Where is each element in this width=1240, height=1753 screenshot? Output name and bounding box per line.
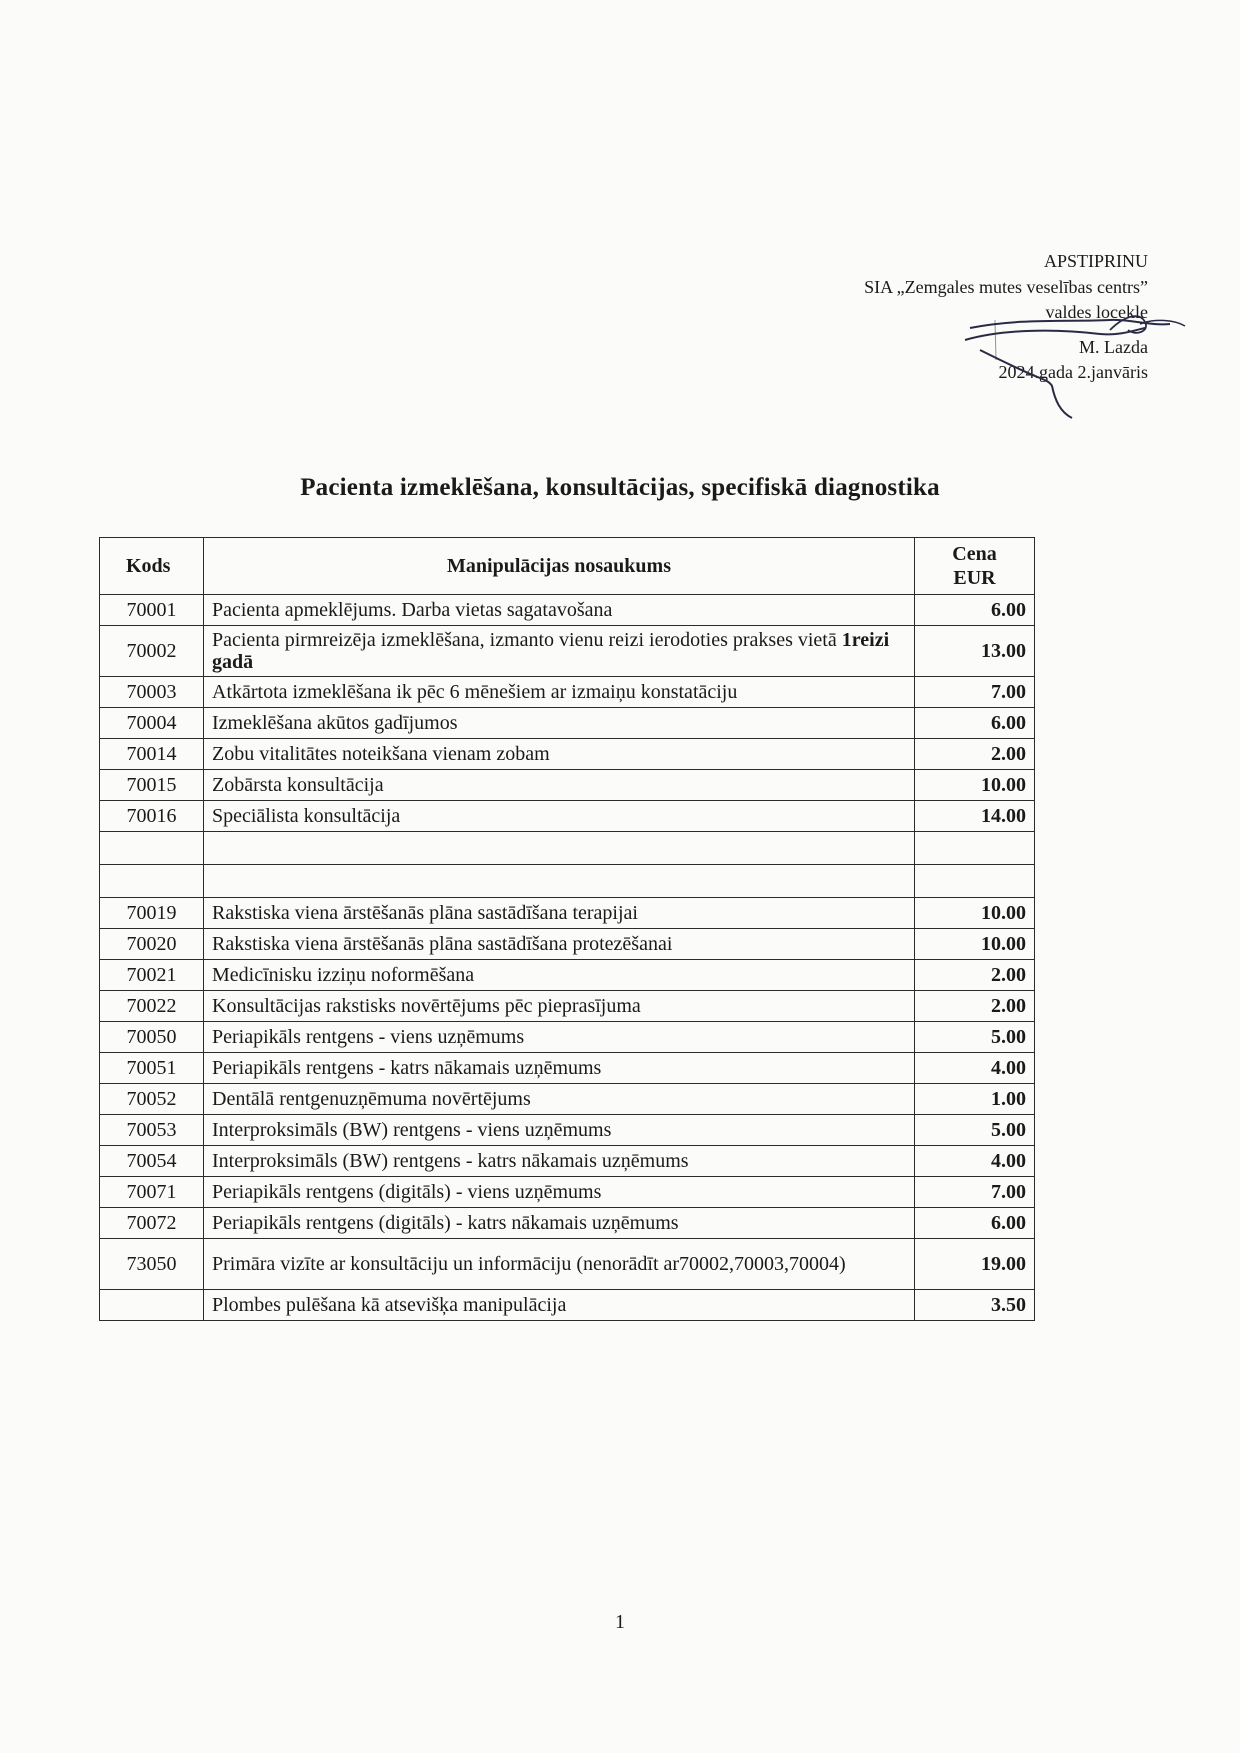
- row-name: [204, 1208, 915, 1239]
- row-name: [204, 1053, 915, 1084]
- row-name-text: Periapikāls rentgens (digitāls) - viens uzņēmums: [212, 1181, 602, 1203]
- row-name: [204, 1084, 915, 1115]
- row-code: 70016: [100, 801, 204, 832]
- row-name-text: Primāra vizīte ar konsultāciju un informāciju (nenorādīt ar70002,70003,70004): [212, 1253, 846, 1275]
- table-row: [100, 991, 1035, 1022]
- document-title: Pacienta izmeklēšana, konsultācijas, specifiskā diagnostika: [300, 474, 940, 501]
- row-code: 70021: [100, 960, 204, 991]
- row-code: 70019: [100, 898, 204, 929]
- row-price: 10.00: [915, 929, 1035, 960]
- row-name: [204, 991, 915, 1022]
- row-code: 70072: [100, 1208, 204, 1239]
- row-name: [204, 865, 915, 898]
- row-name-text: Medicīnisku izziņu noformēšana: [212, 964, 475, 986]
- row-name: [204, 1146, 915, 1177]
- row-name-text: Interproksimāls (BW) rentgens - viens uzņēmums: [212, 1119, 612, 1141]
- row-name: [204, 1290, 915, 1321]
- table-header-row: [100, 538, 1035, 595]
- header-code: Kods: [100, 538, 204, 595]
- row-name: [204, 677, 915, 708]
- row-price: 2.00: [915, 991, 1035, 1022]
- table-row: [100, 1022, 1035, 1053]
- row-name: [204, 1239, 915, 1290]
- table-row: [100, 929, 1035, 960]
- row-code: 70054: [100, 1146, 204, 1177]
- row-price: 19.00: [915, 1239, 1035, 1290]
- row-price: [915, 832, 1035, 865]
- row-name-text: Speciālista konsultācija: [212, 805, 401, 827]
- row-code: 70051: [100, 1053, 204, 1084]
- row-price: 1.00: [915, 1084, 1035, 1115]
- row-price: 14.00: [915, 801, 1035, 832]
- table-row: [100, 677, 1035, 708]
- handwritten-signature: [960, 300, 1190, 430]
- table-row: [100, 1115, 1035, 1146]
- row-code: 70014: [100, 739, 204, 770]
- row-code: 70053: [100, 1115, 204, 1146]
- row-name-emphasis: 1reizi gadā: [212, 629, 890, 673]
- row-price: 2.00: [915, 960, 1035, 991]
- table-body: [100, 595, 1035, 1321]
- row-code: 70050: [100, 1022, 204, 1053]
- row-name: [204, 1115, 915, 1146]
- row-code: 73050: [100, 1239, 204, 1290]
- row-name: [204, 626, 915, 677]
- header-price: [915, 538, 1035, 595]
- table-row: [100, 708, 1035, 739]
- row-name-text: Periapikāls rentgens - viens uzņēmums: [212, 1026, 525, 1048]
- header-price-currency: EUR: [953, 567, 996, 589]
- row-price: 7.00: [915, 1177, 1035, 1208]
- row-code: 70052: [100, 1084, 204, 1115]
- row-name: [204, 739, 915, 770]
- row-name-text: Izmeklēšana akūtos gadījumos: [212, 712, 458, 734]
- header-price-label: Cena: [952, 543, 997, 565]
- row-name: [204, 1177, 915, 1208]
- row-name-text: Periapikāls rentgens - katrs nākamais uzņēmums: [212, 1057, 602, 1079]
- table-row: [100, 1084, 1035, 1115]
- row-name-text: Interproksimāls (BW) rentgens - katrs nākamais uzņēmums: [212, 1150, 689, 1172]
- row-price: 4.00: [915, 1146, 1035, 1177]
- price-table: [99, 537, 1035, 1321]
- row-code: [100, 1290, 204, 1321]
- table-row: [100, 1177, 1035, 1208]
- row-name-text: Dentālā rentgenuzņēmuma novērtējums: [212, 1088, 531, 1110]
- table-row: [100, 1053, 1035, 1084]
- row-price: 6.00: [915, 708, 1035, 739]
- row-code: [100, 865, 204, 898]
- row-price: 3.50: [915, 1290, 1035, 1321]
- row-name-text: Rakstiska viena ārstēšanās plāna sastādīšana terapijai: [212, 902, 638, 924]
- row-code: [100, 832, 204, 865]
- table-row: [100, 770, 1035, 801]
- row-name-text: Atkārtota izmeklēšana ik pēc 6 mēnešiem ar izmaiņu konstatāciju: [212, 681, 738, 703]
- row-price: 13.00: [915, 626, 1035, 677]
- row-name-text: Konsultācijas rakstisks novērtējums pēc pieprasījuma: [212, 995, 641, 1017]
- table-row: [100, 1239, 1035, 1290]
- row-price: 4.00: [915, 1053, 1035, 1084]
- approval-date: 2024.gada 2.janvāris: [998, 362, 1148, 382]
- table-row: [100, 1208, 1035, 1239]
- table-row: [100, 960, 1035, 991]
- row-code: 70022: [100, 991, 204, 1022]
- row-code: 70001: [100, 595, 204, 626]
- row-code: 70003: [100, 677, 204, 708]
- row-price: 6.00: [915, 595, 1035, 626]
- row-name: [204, 708, 915, 739]
- page-number: 1: [615, 1611, 625, 1633]
- row-price: 7.00: [915, 677, 1035, 708]
- row-price: 5.00: [915, 1022, 1035, 1053]
- row-name: [204, 929, 915, 960]
- table-row: [100, 832, 1035, 865]
- row-name: [204, 595, 915, 626]
- row-name-text: Pacienta pirmreizēja izmeklēšana, izmanto vienu reizi ierodoties prakses vietā: [212, 629, 837, 651]
- row-price: 10.00: [915, 770, 1035, 801]
- row-name: [204, 1022, 915, 1053]
- table-row: [100, 865, 1035, 898]
- row-name-text: Pacienta apmeklējums. Darba vietas sagatavošana: [212, 599, 613, 621]
- row-name-text: Periapikāls rentgens (digitāls) - katrs nākamais uzņēmums: [212, 1212, 679, 1234]
- row-code: 70071: [100, 1177, 204, 1208]
- row-code: 70015: [100, 770, 204, 801]
- row-code: 70020: [100, 929, 204, 960]
- header-name: Manipulācijas nosaukums: [204, 538, 915, 595]
- row-price: 5.00: [915, 1115, 1035, 1146]
- row-name: [204, 770, 915, 801]
- row-name-text: Rakstiska viena ārstēšanās plāna sastādīšana protezēšanai: [212, 933, 673, 955]
- row-name: [204, 801, 915, 832]
- row-name-text: Zobu vitalitātes noteikšana vienam zobam: [212, 743, 550, 765]
- row-price: 2.00: [915, 739, 1035, 770]
- row-price: 6.00: [915, 1208, 1035, 1239]
- row-code: 70002: [100, 626, 204, 677]
- row-name: [204, 832, 915, 865]
- table-row: [100, 801, 1035, 832]
- row-price: [915, 865, 1035, 898]
- row-price: 10.00: [915, 898, 1035, 929]
- table-row: [100, 1146, 1035, 1177]
- row-name: [204, 898, 915, 929]
- table-row: [100, 739, 1035, 770]
- row-name-text: Zobārsta konsultācija: [212, 774, 384, 796]
- table-row: [100, 1290, 1035, 1321]
- approval-name: M. Lazda: [1079, 336, 1148, 357]
- approval-company: SIA „Zemgales mutes veselības centrs”: [864, 276, 1148, 297]
- table-row: [100, 626, 1035, 677]
- row-code: 70004: [100, 708, 204, 739]
- row-name-text: Plombes pulēšana kā atsevišķa manipulācija: [212, 1294, 567, 1316]
- table-row: [100, 595, 1035, 626]
- row-name: [204, 960, 915, 991]
- approval-heading: APSTIPRINU: [1043, 251, 1148, 271]
- table-row: [100, 898, 1035, 929]
- approval-position: valdes locekle: [1045, 302, 1148, 322]
